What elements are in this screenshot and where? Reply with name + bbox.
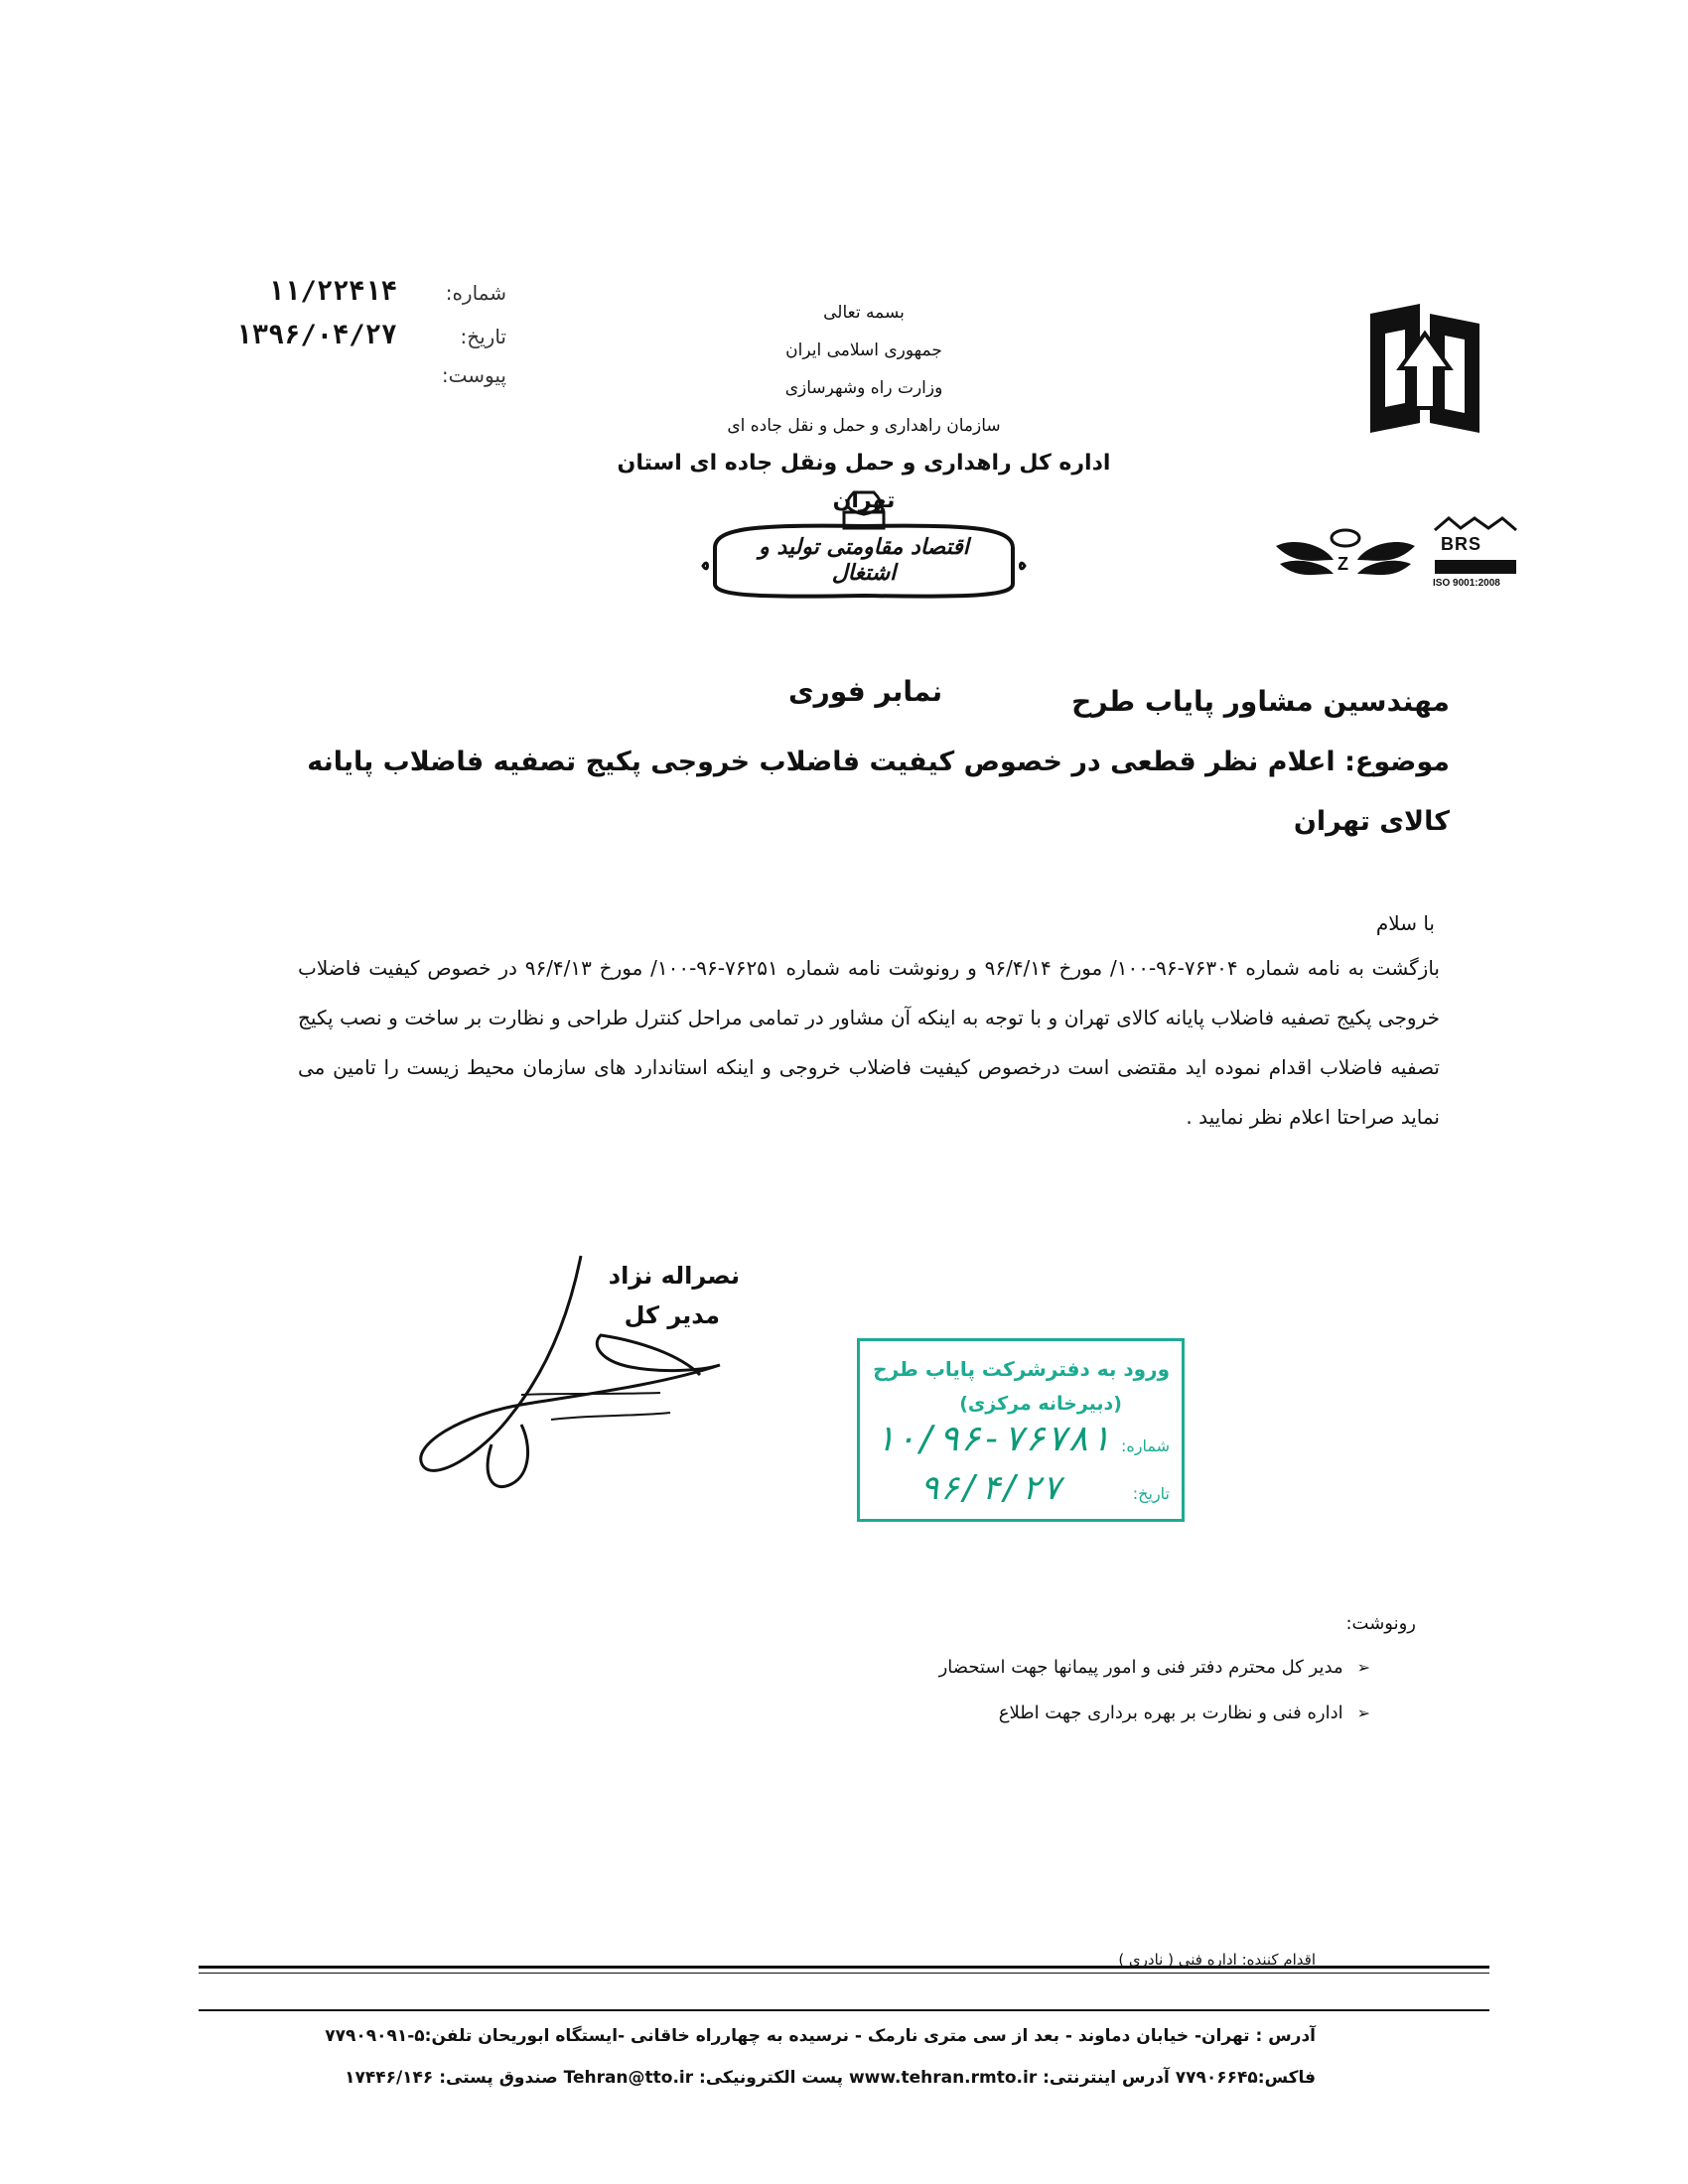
copies-list [635, 1645, 1370, 1736]
stamp-date-label: تاریخ: [1132, 1484, 1170, 1503]
heading-line-3: وزارت راه وشهرسازی [784, 378, 943, 398]
svg-text:Z: Z [1337, 554, 1348, 574]
letter-body: بازگشت به نامه شماره ۷۶۳۰۴-۹۶-۱۰۰/ مورخ ۹۶/۴/۱۴ و رونوشت نامه شماره ۷۶۲۵۱-۹۶-۱۰۰/ مورخ ۹۶/۴/۱۳ در خصوص کیفیت فاضلاب خروجی پکیج تصفیه فاضلاب پایانه کالای تهران و با توجه به اینکه آن مشاور در تمامی مراحل کنترل طراحی و نظارت بر ساخت و نصب پکیج تصفیه فاضلاب اقدام نموده اید مقتضی است درخصوص کیفیت فاضلاب خروجی و اینکه استاندارد های سازمان محیط زیست را تامین می نماید صراحتا اعلام نظر نمایید . [298, 956, 1440, 1129]
copies-title: رونوشت: [1345, 1613, 1416, 1634]
stamp-line-1: ورود به دفترشرکت پایاب طرح [873, 1357, 1170, 1381]
iso-text: ISO 9001:2008 [1433, 578, 1500, 589]
stamp-number-value: ۱۰/۹۶-۷۶۷۸۱ [874, 1419, 1111, 1459]
footer-contact: فاکس:۷۷۹۰۶۶۴۵ آدرس اینترنتی: www.tehran.rmto.ir پست الکترونیکی: Tehran@tto.ir صندوق پستی: ۱۷۴۴۶/۱۴۶ [345, 2068, 1316, 2088]
slogan-emblem [695, 488, 1033, 606]
receipt-stamp [857, 1338, 1185, 1522]
footer [258, 2015, 1316, 2099]
heading-line-4: سازمان راهداری و حمل و نقل جاده ای [727, 416, 1001, 436]
letterhead [596, 294, 1132, 520]
number-label: شماره: [445, 281, 506, 305]
footer-divider-2 [199, 2009, 1489, 2011]
signatory-name: نصراله نزاد [608, 1262, 740, 1290]
subject: موضوع: اعلام نظر قطعی در خصوص کیفیت فاضلاب خروجی پکیج تصفیه فاضلاب پایانه کالای تهران [307, 747, 1450, 837]
stamp-date-value: ۹۶/۴/۲۷ [919, 1468, 1062, 1508]
copy-item-text: اداره فنی و نظارت بر بهره برداری جهت اطلاع [998, 1703, 1343, 1723]
footer-divider [199, 1966, 1489, 1974]
slogan-text: اقتصاد مقاومتی تولید و اشتغال [759, 534, 969, 586]
arrow-icon: ➢ [1356, 1704, 1370, 1722]
date-label: تاریخ: [460, 325, 506, 348]
certification-logos [1266, 516, 1524, 596]
date-value: ۱۳۹۶/۰۴/۲۷ [235, 320, 397, 350]
addressee-row [298, 675, 1450, 718]
arrow-icon: ➢ [1356, 1658, 1370, 1677]
copy-item [635, 1645, 1370, 1691]
brs-text: BRS [1441, 534, 1482, 554]
addressee: مهندسین مشاور پایاب طرح [1071, 685, 1450, 718]
wings-icon [1266, 516, 1425, 596]
heading-line-2: جمهوری اسلامی ایران [785, 341, 942, 360]
heading-line-5: اداره کل راهداری و حمل ونقل جاده ای استان تهران [617, 451, 1111, 513]
number-row [228, 276, 506, 320]
date-row [228, 320, 506, 363]
attachment-label: پیوست: [441, 363, 506, 387]
footer-address: آدرس : تهران- خیابان دماوند - بعد از سی متری نارمک - نرسیده به چهارراه خاقانی -ایستگاه ابوریحان تلفن:۵-۷۷۹۰۹۰۹۱ [325, 2026, 1316, 2046]
attachment-row [228, 363, 506, 407]
fax-label: نمابر فوری [787, 675, 943, 708]
letter-meta [228, 276, 506, 407]
heading-line-1: بسمه تعالی [823, 303, 905, 323]
stamp-line-2: (دبیرخانه مرکزی) [959, 1393, 1122, 1415]
signature-block [402, 1246, 760, 1524]
organization-logo [1360, 294, 1489, 443]
copy-item-text: مدیر کل محترم دفتر فنی و امور پیمانها جهت استحضار [938, 1657, 1343, 1678]
signatory-title: مدیر کل [624, 1301, 720, 1329]
greeting: با سلام [1375, 911, 1435, 935]
action-by: اقدام کننده: اداره فنی ( نادری ) [1118, 1951, 1316, 1969]
copy-item [635, 1691, 1370, 1736]
stamp-number-label: شماره: [1120, 1436, 1170, 1455]
number-value: ۱۱/۲۲۴۱۴ [267, 276, 397, 307]
